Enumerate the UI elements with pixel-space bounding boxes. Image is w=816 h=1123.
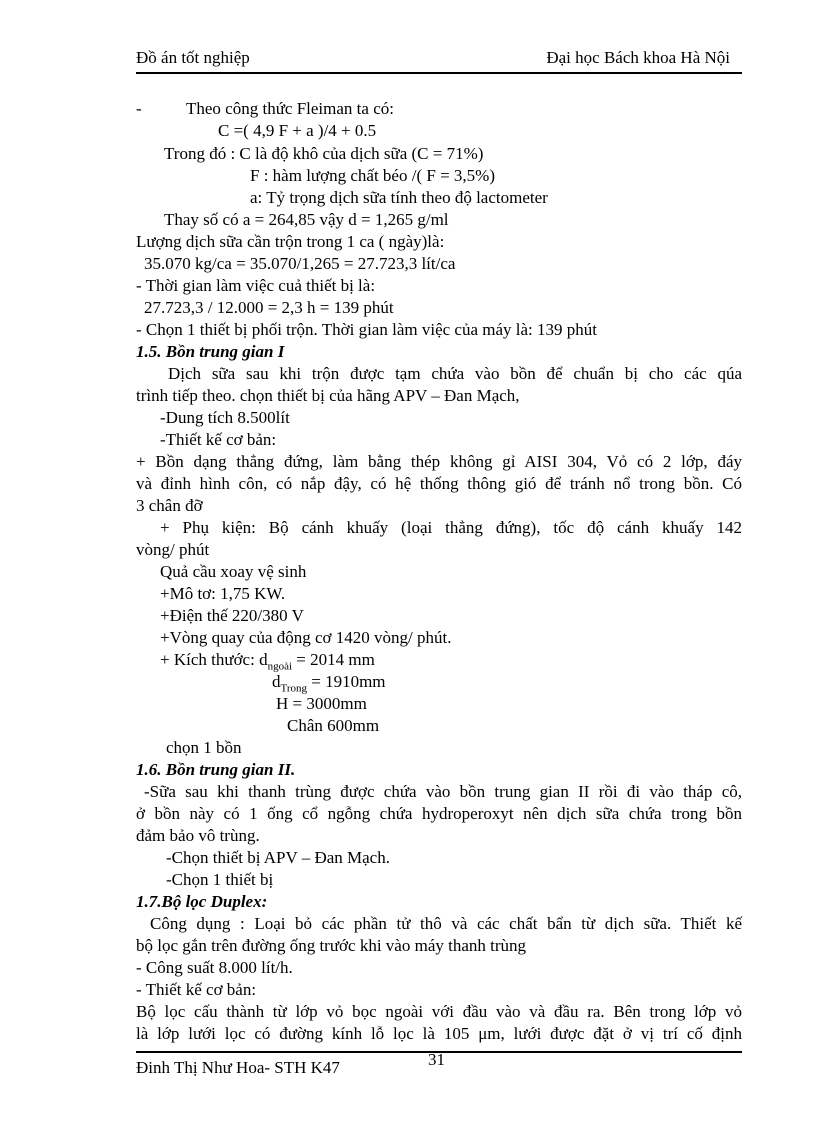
text-line: -Thiết kế cơ bản: <box>160 430 277 449</box>
text-line: -Dung tích 8.500lít <box>160 408 290 427</box>
text-line: +Mô tơ: 1,75 KW. <box>160 584 286 603</box>
text-line: - Công suất 8.000 lít/h. <box>136 958 293 977</box>
header-left: Đồ án tốt nghiệp <box>136 48 250 67</box>
text-line: a: Tỷ trọng dịch sữa tính theo độ lactometer <box>250 188 548 207</box>
text-line: Trong đó : C là độ khô của dịch sữa (C = 71%) <box>164 144 484 163</box>
paragraph-line: và đỉnh hình côn, có nắp đậy, có hệ thống thông gió để tránh nổ trong bồn. Có <box>136 474 742 493</box>
dimension-label: d <box>272 672 281 691</box>
paragraph-line: là lớp lưới lọc có đường kính lỗ lọc là 105 μm, lưới được đặt ở vị trí cố định <box>136 1024 742 1043</box>
paragraph-line: + Phụ kiện: Bộ cánh khuấy (loại thẳng đứng), tốc độ cánh khuấy 142 <box>160 518 742 537</box>
paragraph-line: Bộ lọc cấu thành từ lớp vỏ bọc ngoài với đầu vào và đầu ra. Bên trong lớp vỏ <box>136 1002 742 1021</box>
text-line: - Chọn 1 thiết bị phối trộn. Thời gian làm việc của máy là: 139 phút <box>136 320 597 339</box>
text-line: Lượng dịch sữa cần trộn trong 1 ca ( ngày)là: <box>136 232 445 251</box>
text-line: Thay số có a = 264,85 vậy d = 1,265 g/ml <box>164 210 449 229</box>
text-line: 27.723,3 / 12.000 = 2,3 h = 139 phút <box>144 298 394 317</box>
dimension-line: H = 3000mm <box>276 694 367 713</box>
paragraph-line: Dịch sữa sau khi trộn được tạm chứa vào bồn để chuẩn bị cho các qúa <box>168 364 742 383</box>
text-line: Quả cầu xoay vệ sinh <box>160 562 307 581</box>
dimension-subscript: ngoài <box>267 660 293 673</box>
dimension-line: Chân 600mm <box>287 716 380 735</box>
page-number: 31 <box>428 1050 445 1069</box>
text-line: Theo công thức Fleiman ta có: <box>186 99 394 118</box>
bullet-dash: - <box>136 99 142 118</box>
paragraph-line: + Bồn dạng thẳng đứng, làm bằng thép không gỉ AISI 304, Vỏ có 2 lớp, đáy <box>136 452 742 471</box>
paragraph-line: Công dụng : Loại bỏ các phần tử thô và các chất bẩn từ dịch sữa. Thiết kế <box>150 914 742 933</box>
dimension-value: = 1910mm <box>307 672 386 691</box>
section-heading: 1.5. Bồn trung gian I <box>136 342 285 361</box>
text-line: F : hàm lượng chất béo /( F = 3,5%) <box>250 166 495 185</box>
formula: C =( 4,9 F + a )/4 + 0.5 <box>218 121 377 140</box>
section-heading: 1.6. Bồn trung gian II. <box>136 760 296 779</box>
paragraph-line: ở bồn này có 1 ống cổ ngỗng chứa hydroperoxyt nên dịch sữa chứa trong bồn <box>136 804 742 823</box>
text-line: 35.070 kg/ca = 35.070/1,265 = 27.723,3 lít/ca <box>144 254 456 273</box>
section-heading: 1.7.Bộ lọc Duplex: <box>136 892 268 911</box>
text-line: -Chọn thiết bị APV – Đan Mạch. <box>166 848 390 867</box>
text-line: +Điện thế 220/380 V <box>160 606 304 625</box>
paragraph-line: đảm bảo vô trùng. <box>136 826 260 845</box>
page-header <box>136 48 742 74</box>
text-line: chọn 1 bồn <box>166 738 242 757</box>
paragraph-line: vòng/ phút <box>136 540 210 559</box>
dimension-label: + Kích thước: d <box>160 650 268 669</box>
text-line: - Thiết kế cơ bản: <box>136 980 257 999</box>
paragraph-line: trình tiếp theo. chọn thiết bị của hãng APV – Đan Mạch, <box>136 386 520 405</box>
paragraph-line: -Sữa sau khi thanh trùng được chứa vào bồn trung gian II rồi đi vào tháp cô, <box>144 782 742 801</box>
dimension-subscript: Trong <box>280 682 307 695</box>
header-right: Đại học Bách khoa Hà Nội <box>546 48 730 67</box>
text-line: - Thời gian làm việc cuả thiết bị là: <box>136 276 376 295</box>
dimension-value: = 2014 mm <box>292 650 375 669</box>
text-line: -Chọn 1 thiết bị <box>166 870 274 889</box>
text-line: +Vòng quay của động cơ 1420 vòng/ phút. <box>160 628 452 647</box>
paragraph-line: bộ lọc gắn trên đường ống trước khi vào máy thanh trùng <box>136 936 527 955</box>
paragraph-line: 3 chân đỡ <box>136 496 203 515</box>
footer-author: Đinh Thị Như Hoa- STH K47 <box>136 1058 340 1077</box>
